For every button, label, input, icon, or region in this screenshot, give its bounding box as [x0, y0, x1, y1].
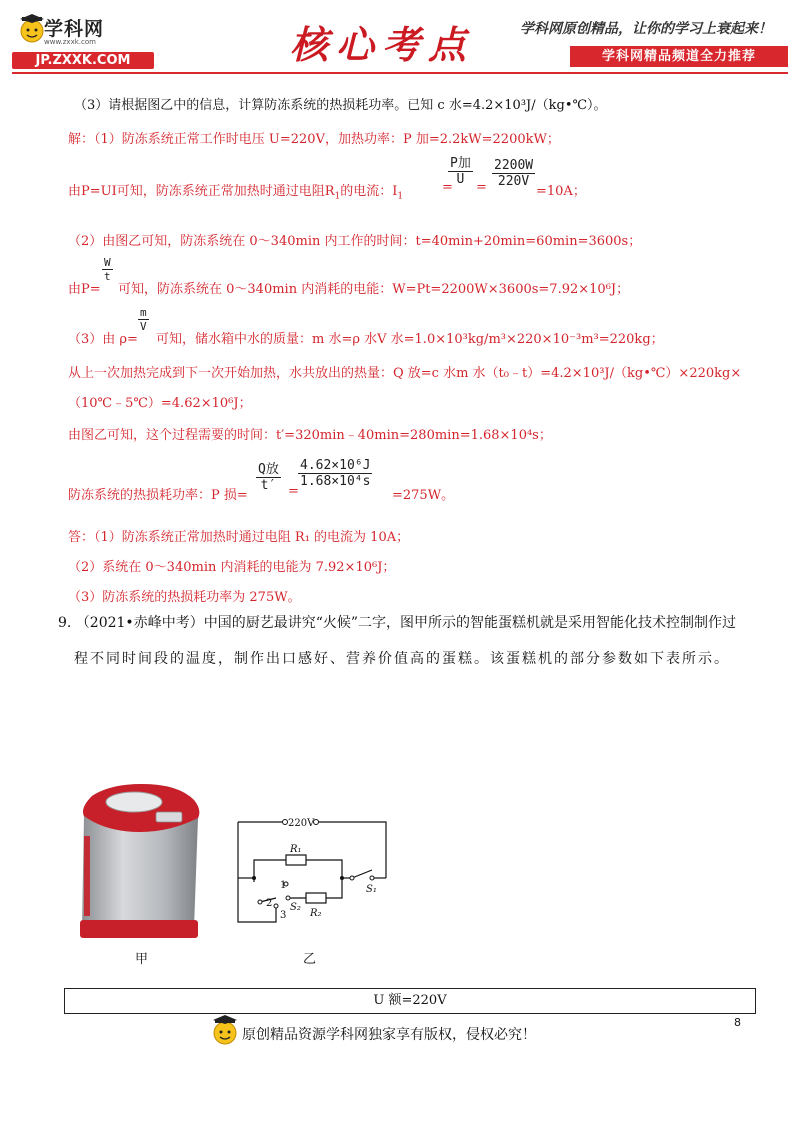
logo-name: 学科网: [44, 18, 105, 40]
fraction-m-over-v: [138, 306, 149, 333]
solution-line-8: 由图乙可知，这个过程需要的时间：t′=320min﹣40min=280min=1.68×10⁴s；: [68, 428, 552, 443]
question-9-line-2: 程不同时间段的温度，制作出口感好、营养价值高的蛋糕。该蛋糕机的部分参数如下表所示。: [74, 651, 730, 667]
solution-line-3: （2）由图乙可知，防冻系统在 0～340min 内工作的时间：t=40min+20min=60min=3600s；: [68, 234, 642, 249]
subscript: 1: [397, 191, 404, 202]
solution-line-2-text-b: 的电流：I: [340, 184, 398, 199]
s2-label: S₂: [290, 902, 301, 913]
mascot-icon: [210, 1014, 240, 1046]
fraction-2200w-over-220v: [492, 158, 535, 189]
logo-mascot-icon: [18, 14, 46, 44]
fraction-numerator: P加: [448, 152, 473, 172]
s1-label: S₁: [366, 884, 377, 895]
fraction-denominator: 220V: [497, 174, 530, 189]
solution-line-4: 可知，防冻系统在 0～340min 内消耗的电能：W=Pt=2200W×3600s=7.92×10⁶J；: [118, 282, 630, 297]
fraction-denominator: U: [456, 172, 465, 187]
question-9-line-1: 9. （2021•赤峰中考）中国的厨艺最讲究“火候”二字，图甲所示的智能蛋糕机就是采用智能化技术控制制作过: [58, 615, 737, 631]
fraction-energy-over-time: [298, 458, 372, 489]
table-cell-rated-voltage: U 额=220V: [373, 993, 447, 1008]
solution-line-6: 从上一次加热完成到下一次开始加热，水共放出的热量：Q 放=c 水m 水（t₀﹣t）=4.2×10³J/（kg•℃）×220kg×: [68, 366, 742, 381]
solution-line-2-text: 由P=UI可知，防冻系统正常加热时通过电阻R: [68, 184, 335, 199]
solution-line-2: [68, 180, 403, 202]
equals-sign: =: [476, 180, 487, 195]
fraction-numerator: m: [140, 306, 147, 319]
equals-sign: =: [288, 484, 299, 499]
figure-label-yi: 乙: [303, 952, 317, 967]
fraction-denominator: t′: [260, 478, 277, 493]
header-title: 核心考点: [290, 22, 475, 67]
footer-copyright: 原创精品资源学科网独家享有版权，侵权必究！: [242, 1027, 536, 1043]
cake-machine-image: [70, 778, 206, 946]
q3-prompt: （3）请根据图乙中的信息，计算防冻系统的热损耗功率。已知 c 水=4.2×10³J/（kg•℃）。: [74, 98, 607, 113]
r1-label: R₁: [290, 844, 302, 855]
fraction-denominator: 1.68×10⁴s: [300, 474, 371, 489]
fraction-numerator: Q放: [256, 458, 281, 478]
figure-label-jia: 甲: [135, 952, 149, 967]
answer-line-2: （2）系统在 0～340min 内消耗的电能为 7.92×10⁶J；: [68, 560, 396, 575]
result-275w: =275W。: [392, 488, 455, 503]
answer-line-3: （3）防冻系统的热损耗功率为 275W。: [68, 590, 301, 605]
circuit-diagram: [232, 810, 392, 928]
fraction-denominator: V: [140, 320, 147, 333]
solution-line-9-pre: 防冻系统的热损耗功率：P 损=: [68, 488, 248, 503]
page-number: 8: [734, 1016, 741, 1029]
header-divider: [12, 72, 788, 74]
logo-url: www.zxxk.com: [44, 38, 96, 46]
terminal-1-label: 1: [280, 880, 287, 891]
voltage-label: 220V: [288, 818, 315, 829]
fraction-w-over-t: [102, 256, 113, 283]
solution-line-5-pre: （3）由 ρ=: [68, 332, 138, 347]
logo-domain: JP.ZXXK.COM: [12, 52, 154, 69]
fraction-numerator: 2200W: [494, 158, 534, 173]
header-banner: 学科网精品频道全力推荐: [570, 46, 788, 67]
fraction-p-over-u: [448, 152, 473, 187]
solution-line-4-pre: 由P=: [68, 282, 101, 297]
terminal-2-label: 2: [266, 898, 273, 909]
r2-label: R₂: [310, 908, 322, 919]
solution-line-7: （10℃﹣5℃）=4.62×10⁶J；: [68, 396, 252, 411]
fraction-numerator: W: [104, 256, 111, 269]
terminal-3-label: 3: [280, 910, 287, 921]
fraction-q-over-t: [256, 458, 281, 493]
parameter-table: [64, 988, 756, 1014]
solution-line-5: 可知，储水箱中水的质量：m 水=ρ 水V 水=1.0×10³kg/m³×220×10⁻³m³=220kg；: [156, 332, 664, 347]
equals-sign: =: [442, 180, 453, 195]
answer-line-1: 答：（1）防冻系统正常加热时通过电阻 R₁ 的电流为 10A；: [68, 530, 410, 545]
result-10a: =10A；: [536, 184, 586, 199]
solution-line-1: 解：（1）防冻系统正常工作时电压 U=220V，加热功率：P 加=2.2kW=2200kW；: [68, 132, 560, 147]
fraction-numerator: 4.62×10⁶J: [300, 458, 371, 473]
header-slogan: 学科网原创精品，让你的学习上衰起来！: [520, 21, 772, 37]
fraction-denominator: t: [104, 270, 111, 283]
subscript: 1: [334, 191, 341, 202]
